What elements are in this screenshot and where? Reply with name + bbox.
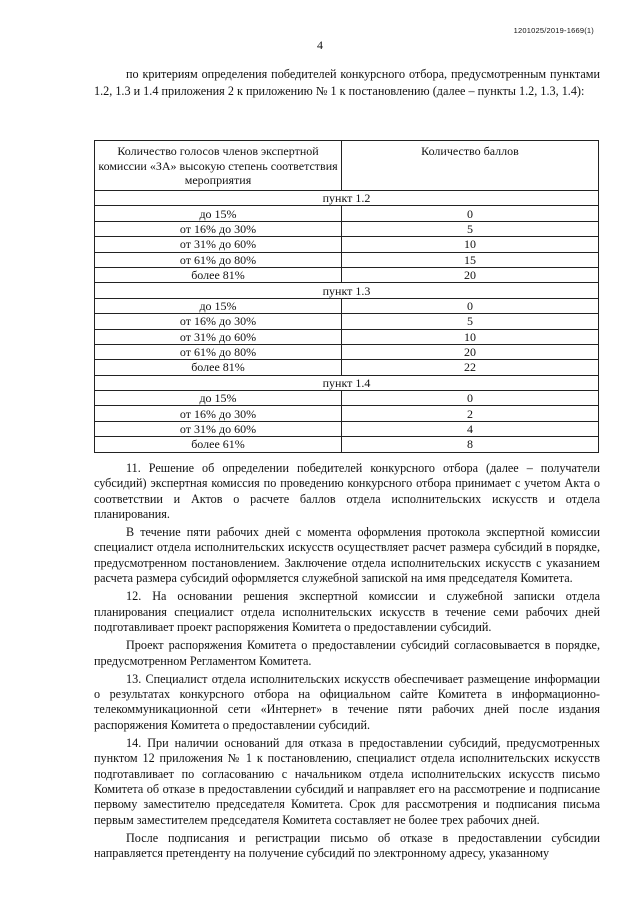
score-cell: 5 — [342, 314, 599, 329]
score-cell: 4 — [342, 421, 599, 436]
table-header-score: Количество баллов — [342, 141, 599, 191]
document-id: 1201025/2019-1669(1) — [513, 26, 594, 35]
table-row — [95, 391, 599, 406]
section-title: пункт 1.2 — [95, 191, 599, 206]
score-cell: 15 — [342, 252, 599, 267]
vote-range-cell: до 15% — [95, 298, 342, 313]
table-row — [95, 406, 599, 421]
table-row — [95, 437, 599, 452]
vote-range-cell: от 16% до 30% — [95, 406, 342, 421]
vote-range-cell: от 16% до 30% — [95, 314, 342, 329]
score-cell: 10 — [342, 237, 599, 252]
table-row — [95, 344, 599, 359]
paragraph: 13. Специалист отдела исполнительских искусств обеспечивает размещение информации о результатах конкурсного отбора на официальном сайте Комитета в информационно-телекоммуникационной сети «Интернет» в течение пяти рабочих дней после издания распоряжения Комитета о предоставлении субсидий. — [94, 671, 600, 732]
score-cell: 22 — [342, 360, 599, 375]
page-number: 4 — [317, 38, 323, 52]
section-title: пункт 1.4 — [95, 375, 599, 390]
table-row — [95, 221, 599, 236]
scoring-table — [94, 140, 599, 453]
score-cell: 0 — [342, 298, 599, 313]
table-row — [95, 298, 599, 313]
intro-paragraph: по критериям определения победителей конкурсного отбора, предусмотренным пунктами 1.2, 1.3 и 1.4 приложения 2 к приложению № 1 к постановлению (далее – пункты 1.2, 1.3, 1.4): — [94, 67, 600, 98]
table-row — [95, 314, 599, 329]
paragraph: 11. Решение об определении победителей конкурсного отбора (далее – получатели субсидий) экспертная комиссия по проведению конкурсного отбора принимает с учетом Акта о соответствии и Актов о расчете баллов отдела исполнительских искусств и отдела планирования. — [94, 461, 600, 521]
score-cell: 0 — [342, 391, 599, 406]
table-header-votes: Количество голосов членов экспертной комиссии «ЗА» высокую степень соответствия мероприятия — [95, 141, 342, 191]
paragraph: 12. На основании решения экспертной комиссии и служебной записки отдела планирования специалист отдела исполнительских искусств в течение семи рабочих дней подготавливает проект распоряжения Комитета о предоставлении субсидий. — [94, 589, 600, 634]
table-section-row — [95, 283, 599, 298]
body-text — [94, 461, 600, 864]
vote-range-cell: от 31% до 60% — [95, 237, 342, 252]
vote-range-cell: до 15% — [95, 206, 342, 221]
table-row — [95, 421, 599, 436]
score-cell: 20 — [342, 344, 599, 359]
vote-range-cell: от 61% до 80% — [95, 252, 342, 267]
table-row — [95, 360, 599, 375]
score-cell: 0 — [342, 206, 599, 221]
score-cell: 2 — [342, 406, 599, 421]
score-cell: 10 — [342, 329, 599, 344]
table-row — [95, 206, 599, 221]
paragraph: В течение пяти рабочих дней с момента оформления протокола экспертной комиссии специалист отдела исполнительских искусств осуществляет расчет размера субсидий в порядке, предусмотренном постановлением. Заключение отдела исполнительских искусств с указанием расчета размера субсидий оформляется служебной запиской на имя председателя Комитета. — [94, 525, 600, 586]
vote-range-cell: более 81% — [95, 267, 342, 282]
score-cell: 20 — [342, 267, 599, 282]
section-title: пункт 1.3 — [95, 283, 599, 298]
table-row — [95, 252, 599, 267]
table-row — [95, 267, 599, 282]
paragraph: После подписания и регистрации письмо об отказе в предоставлении субсидии направляется претенденту на получение субсидий по электронному адресу, указанному — [94, 830, 600, 861]
table-section-row — [95, 191, 599, 206]
paragraph: 14. При наличии оснований для отказа в предоставлении субсидий, предусмотренных пунктом 12 приложения № 1 к постановлению, специалист отдела исполнительских искусств подготавливает по согласованию с начальником отдела исполнительских искусств письмо Комитета об отказе в предоставлении субсидий и направляет его на рассмотрение и подписание первому заместителю председателя Комитета. Срок для рассмотрения и подписания письма первым заместителем председателя Комитета составляет не более трех рабочих дней. — [94, 736, 600, 827]
table-row — [95, 329, 599, 344]
table-row — [95, 237, 599, 252]
vote-range-cell: от 31% до 60% — [95, 329, 342, 344]
score-cell: 5 — [342, 221, 599, 236]
table-section-row — [95, 375, 599, 390]
vote-range-cell: от 31% до 60% — [95, 421, 342, 436]
vote-range-cell: от 61% до 80% — [95, 344, 342, 359]
vote-range-cell: более 81% — [95, 360, 342, 375]
vote-range-cell: более 61% — [95, 437, 342, 452]
vote-range-cell: от 16% до 30% — [95, 221, 342, 236]
score-cell: 8 — [342, 437, 599, 452]
paragraph: Проект распоряжения Комитета о предоставлении субсидий согласовывается в порядке, предусмотренном Регламентом Комитета. — [94, 638, 600, 668]
vote-range-cell: до 15% — [95, 391, 342, 406]
